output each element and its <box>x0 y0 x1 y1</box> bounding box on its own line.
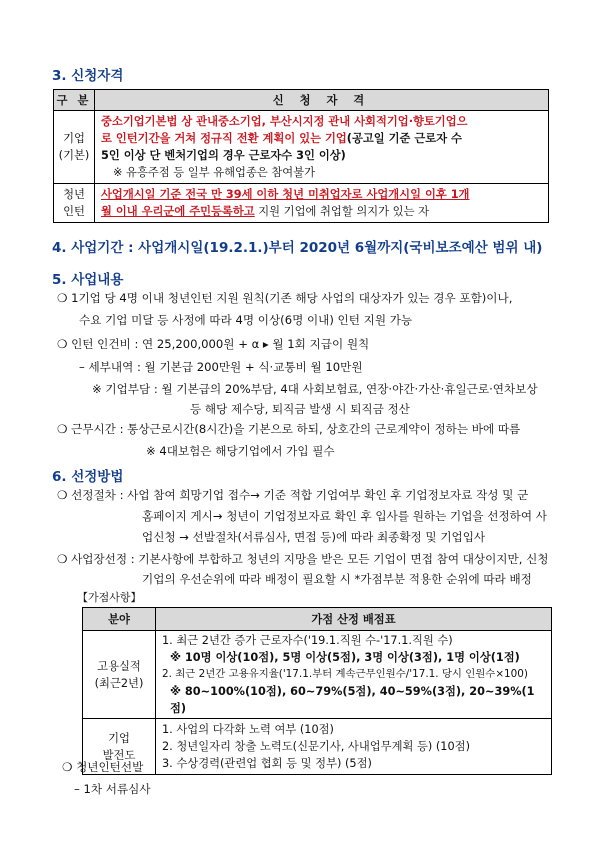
scoring-line: ※ 80~100%(10점), 60~79%(5점), 40~59%(3점), 20~39%(1점) <box>170 685 535 715</box>
table-header-row <box>83 608 552 631</box>
field-label: 고용실적 <box>97 659 141 673</box>
table-cell-qualification <box>95 111 549 184</box>
body-line: ❍ 사업장선정 : 기본사항에 부합하고 청년의 지망을 받은 모든 기업이 면접 참여 대상이지만, 신청 <box>57 552 549 566</box>
body-line: 업신청 → 선발절차(서류심사, 면접 등)에 따라 최종확정 및 기업입사 <box>142 530 486 544</box>
table-cell-qualification <box>95 184 549 223</box>
company-criteria-text: 로 인턴기간을 거쳐 정규직 전환 계획이 있는 기업 <box>101 132 347 145</box>
company-criteria-line: 5인 이상 단 벤처기업의 경우 근로자수 3인 이상) <box>101 149 346 162</box>
eligibility-table <box>53 89 549 223</box>
category-label: 기업 <box>63 132 85 145</box>
body-line: ❍ 근무시간 : 통상근로시간(8시간)을 기본으로 하되, 상호간의 근로계약이 정하는 바에 따름 <box>57 422 521 436</box>
field-label: 기업 <box>108 731 130 745</box>
company-criteria-line <box>101 130 542 147</box>
intern-criteria-line: 사업개시일 기준 전국 만 39세 이하 청년 미취업자로 사업개시일 이후 1개 <box>101 188 470 201</box>
section-3-heading: 3. 신청자격 <box>52 68 124 84</box>
table-header-qualification: 신 청 자 격 <box>95 90 549 111</box>
body-line: 수요 기업 미달 등 사정에 따라 4명 이상(6명 이내) 인턴 지원 가능 <box>79 313 413 327</box>
scoring-line: 2. 청년일자리 창출 노력도(신문기사, 사내업무계획 등) (10점) <box>162 740 471 753</box>
company-criteria-text: (공고일 기준 근로자 수 <box>346 132 462 145</box>
scoring-line: 3. 수상경력(관련업 협회 등 및 정부) (5점) <box>162 757 372 770</box>
scoring-line: 1. 최근 2년간 증가 근로자수('19.1.직원 수-'17.1.직원 수) <box>162 634 453 647</box>
field-label: (최근2년) <box>94 676 144 690</box>
body-line: ❍ 1기업 당 4명 이내 청년인턴 지원 원칙(기존 해당 사업의 대상자가 있는 경우 포함)이나, <box>57 291 513 305</box>
body-line: ❍ 인턴 인건비 : 연 25,200,000원 + α ▸ 월 1회 지급이 원칙 <box>57 337 370 351</box>
section-4-heading: 4. 사업기간 : 사업개시일(19.2.1.)부터 2020년 6월까지(국비보조예산 범위 내) <box>52 240 543 256</box>
company-criteria-note: ※ 유흥주점 등 일부 유해업종은 참여불가 <box>113 166 316 179</box>
intern-criteria-text: 월 이내 우리군에 주민등록하고 <box>101 205 255 218</box>
section-5-heading: 5. 사업내용 <box>52 272 124 288</box>
category-label: 청년 <box>63 188 85 201</box>
category-label: (기본) <box>58 149 90 162</box>
body-line: ※ 4대보험은 해당기업에서 가입 필수 <box>146 444 335 458</box>
body-line: ❍ 청년인턴선발 <box>62 760 144 774</box>
table-header-field: 분야 <box>83 608 156 631</box>
table-row <box>54 111 549 184</box>
table-header-category: 구 분 <box>54 90 95 111</box>
body-line: ❍ 선정절차 : 사업 참여 희망기업 접수→ 기준 적합 기업여부 확인 후 기업정보자료 작성 및 군 <box>57 488 529 502</box>
intern-criteria-line <box>101 203 542 220</box>
table-cell-category <box>54 184 95 223</box>
intern-criteria-text: 지원 기업에 취업할 의지가 있는 자 <box>254 205 429 218</box>
field-label: 발전도 <box>102 748 136 762</box>
body-line: ※ 기업부담 : 월 기본급의 20%부담, 4대 사회보험료, 연장·야간·가산·휴일근로·연차보상 <box>92 382 538 396</box>
section-6-heading: 6. 선정방법 <box>52 469 124 485</box>
body-line: – 세부내역 : 월 기본급 200만원 + 식·교통비 월 10만원 <box>79 360 363 374</box>
table-cell-category <box>54 111 95 184</box>
table-cell-scoring <box>156 631 552 719</box>
table-row <box>83 719 552 775</box>
scoring-line: 1. 사업의 다각화 노력 여부 (10점) <box>162 723 334 736</box>
scoring-line: 2. 최근 2년간 고용유지율('17.1.부터 계속근무인원수/'17.1. 당시 인원수×100) <box>162 668 528 680</box>
table-row <box>54 184 549 223</box>
scoring-line: ※ 10명 이상(10점), 5명 이상(5점), 3명 이상(3점), 1명 이상(1점) <box>170 651 520 664</box>
body-line: 등 해당 제수당, 퇴직금 발생 시 퇴직금 정산 <box>190 402 410 416</box>
body-line: 기업의 우선순위에 따라 배정이 필요할 시 *가점부분 적용한 순위에 따라 배정 <box>142 572 532 586</box>
body-line: – 1차 서류심사 <box>74 782 151 796</box>
table-cell-scoring <box>156 719 552 775</box>
table-caption: 【가점사항】 <box>77 591 142 604</box>
body-line: 홈페이지 게시→ 청년이 기업정보자료 확인 후 입사를 원하는 기업을 선정하여 사 <box>142 509 547 523</box>
table-cell-field <box>83 631 156 719</box>
bonus-points-table <box>82 607 552 775</box>
company-criteria-line: 중소기업기본법 상 관내중소기업, 부산시지정 관내 사회적기업·향토기업으 <box>101 115 468 128</box>
table-header-row <box>54 90 549 111</box>
table-header-scoring: 가점 산정 배점표 <box>156 608 552 631</box>
table-row <box>83 631 552 719</box>
category-label: 인턴 <box>63 205 85 218</box>
